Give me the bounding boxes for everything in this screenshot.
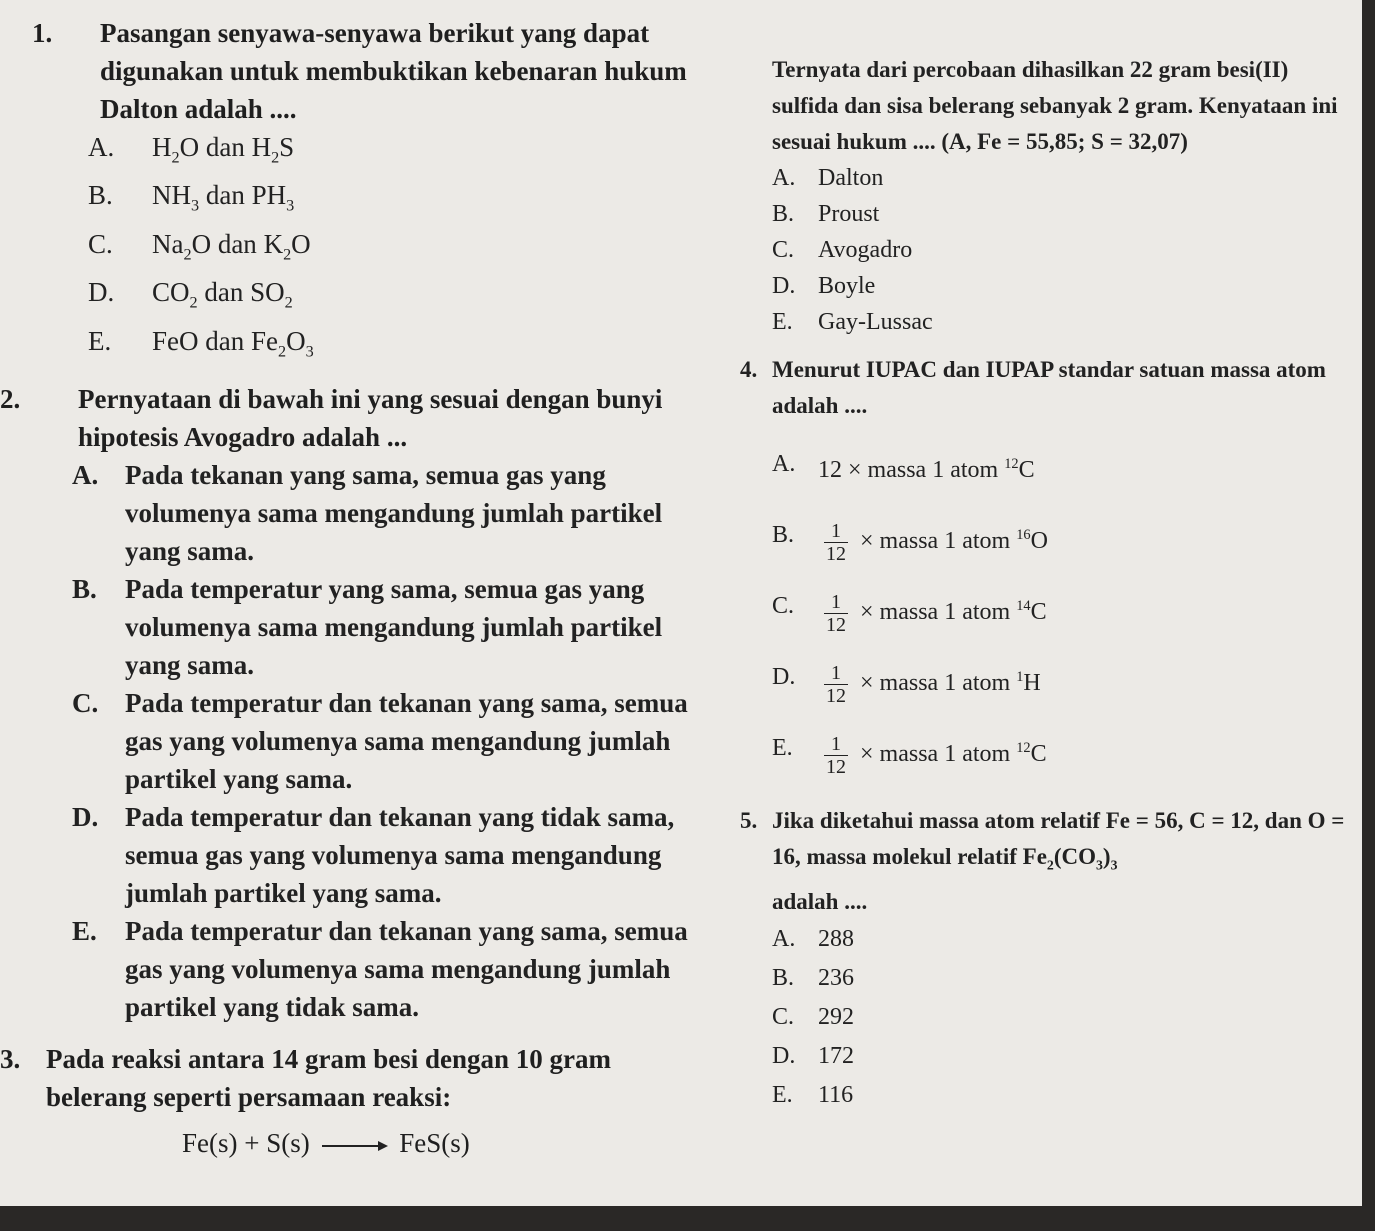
subscript: 3 (191, 196, 200, 215)
option-c[interactable] (768, 574, 1348, 645)
fraction-denominator: 12 (826, 542, 846, 565)
question-number: 5. (740, 808, 758, 833)
fraction (824, 520, 848, 565)
option-d[interactable] (768, 645, 1348, 716)
option-text: × massa 1 atom (848, 457, 999, 483)
option-c[interactable] (0, 225, 700, 273)
option-e[interactable] (768, 716, 1348, 787)
fraction-numerator: 1 (831, 590, 841, 613)
option-text: × massa 1 atom (860, 741, 1011, 767)
option-a[interactable] (768, 920, 1348, 959)
reaction-arrow-icon (322, 1145, 386, 1147)
question-3-options (768, 160, 1348, 340)
formula-a: CO (152, 277, 190, 308)
subscript: 2 (171, 148, 180, 167)
option-b[interactable] (0, 176, 700, 224)
option-text: Dalton (818, 165, 884, 191)
option-text: Pada temperatur dan tekanan yang sama, semua gas yang volumenya sama mengandung jumlah partikel yang tidak sama. (125, 915, 688, 1022)
option-d[interactable] (0, 273, 700, 321)
conjunction: dan (205, 132, 245, 162)
option-text: Avogadro (818, 237, 913, 263)
option-e[interactable] (768, 304, 1348, 340)
option-letter: E. (772, 309, 793, 335)
fraction-denominator: 12 (826, 613, 846, 636)
option-text: 172 (818, 1042, 854, 1069)
option-d[interactable] (768, 268, 1348, 304)
option-letter: E. (72, 915, 97, 946)
conjunction: dan (205, 325, 245, 356)
coefficient: 12 (818, 457, 842, 483)
formula-a: Na (152, 228, 184, 259)
question-tail: adalah .... (772, 888, 868, 914)
question-2-stem (0, 380, 700, 456)
equation-product: FeS(s) (399, 1127, 470, 1158)
fraction (824, 591, 848, 636)
formula-a: NH (152, 180, 191, 211)
question-3-stem (0, 1040, 700, 1116)
question-number: 4. (740, 357, 758, 382)
option-letter: D. (772, 1042, 796, 1069)
option-letter: B. (72, 573, 97, 604)
option-letter: B. (772, 201, 795, 227)
question-5 (740, 803, 1348, 920)
option-letter: B. (772, 522, 795, 548)
option-letter: D. (72, 801, 99, 832)
formula-b-tail: O (286, 325, 306, 356)
option-letter: E. (772, 1081, 793, 1108)
question-5-options (768, 920, 1348, 1115)
question-1 (0, 14, 700, 128)
element-symbol: H (1023, 670, 1041, 696)
option-letter: B. (88, 180, 113, 211)
formula-part: (CO (1053, 844, 1096, 869)
option-letter: D. (772, 273, 796, 299)
formula-b: K (263, 228, 284, 259)
conjunction: dan (217, 228, 257, 259)
option-letter: C. (772, 237, 795, 263)
option-text: Proust (818, 201, 880, 227)
option-letter: C. (88, 228, 113, 259)
option-b[interactable] (768, 196, 1348, 232)
conjunction: dan (205, 180, 245, 211)
reaction-equation (0, 1124, 700, 1162)
option-a[interactable] (768, 432, 1348, 503)
element-symbol: C (1030, 599, 1047, 625)
option-b[interactable] (768, 503, 1348, 574)
option-a[interactable] (768, 160, 1348, 196)
option-c[interactable] (768, 998, 1348, 1037)
subscript: 3 (1110, 857, 1118, 873)
option-text: × massa 1 atom (860, 670, 1011, 696)
option-letter: A. (772, 451, 796, 477)
question-number: 1. (32, 18, 53, 48)
equation-reactants: Fe(s) + S(s) (182, 1127, 310, 1158)
fraction-denominator: 12 (826, 755, 846, 778)
question-1-stem (0, 14, 700, 128)
option-b[interactable] (768, 959, 1348, 998)
subscript: 2 (1046, 857, 1054, 873)
option-letter: A. (72, 459, 99, 490)
option-text: Pada temperatur dan tekanan yang tidak sama, semua gas yang volumenya sama mengandung jumlah partikel yang sama. (125, 801, 675, 908)
question-3 (0, 1040, 700, 1162)
option-text: 236 (818, 964, 854, 991)
option-text: Pada tekanan yang sama, semua gas yang volumenya sama mengandung jumlah partikel yang sama. (125, 459, 663, 566)
formula-b: Fe (250, 325, 278, 356)
option-text: Pada temperatur yang sama, semua gas yang volumenya sama mengandung jumlah partikel yang sama. (125, 573, 663, 680)
option-d[interactable] (768, 1037, 1348, 1076)
formula-a-tail: O (179, 132, 200, 162)
formula-b: SO (250, 277, 285, 308)
mass-number: 14 (1016, 598, 1031, 614)
formula-b-tail: O (291, 228, 311, 259)
option-e[interactable] (768, 1076, 1348, 1115)
formula-b: PH (251, 180, 287, 211)
option-e[interactable] (0, 912, 700, 1026)
option-d[interactable] (0, 798, 700, 912)
formula-part: ) (1102, 844, 1111, 869)
subscript: 2 (277, 341, 287, 360)
question-2 (0, 380, 700, 456)
option-letter: C. (772, 1003, 795, 1030)
mass-number: 12 (1004, 456, 1019, 472)
question-text: Pada reaksi antara 14 gram besi dengan 10 gram belerang seperti persamaan reaksi: (46, 1043, 611, 1112)
option-letter: C. (72, 687, 99, 718)
subscript: 2 (183, 245, 192, 264)
option-text: 292 (818, 1003, 854, 1030)
option-letter: D. (88, 277, 115, 308)
mass-number: 1 (1016, 669, 1024, 685)
element-symbol: C (1030, 741, 1047, 767)
option-letter: E. (772, 735, 793, 761)
option-c[interactable] (768, 232, 1348, 268)
subscript: 2 (271, 148, 280, 167)
subscript: 3 (286, 196, 295, 215)
element-symbol: C (1018, 457, 1035, 483)
option-letter: B. (772, 964, 795, 991)
formula-b-tail: S (279, 132, 295, 162)
option-c[interactable] (0, 684, 700, 798)
subscript: 2 (189, 293, 198, 312)
option-letter: D. (772, 664, 796, 690)
option-text: Boyle (818, 273, 876, 299)
mass-number: 16 (1016, 527, 1031, 543)
option-text: × massa 1 atom (860, 599, 1011, 625)
fraction-denominator: 12 (826, 684, 846, 707)
option-text: 116 (818, 1081, 854, 1108)
question-4-options (768, 432, 1348, 787)
subscript: 3 (1095, 857, 1103, 873)
conjunction: dan (204, 277, 244, 308)
question-text: Pasangan senyawa-senyawa berikut yang dapat digunakan untuk membuktikan kebenaran hukum Dalton adalah .... (100, 18, 687, 124)
option-text: Gay-Lussac (818, 309, 933, 335)
option-e[interactable] (0, 322, 700, 370)
option-a[interactable] (0, 128, 700, 176)
formula-b: H (251, 132, 272, 162)
question-text: Pernyataan di bawah ini yang sesuai dengan bunyi hipotesis Avogadro adalah ... (78, 383, 663, 452)
question-text: Menurut IUPAC dan IUPAP standar satuan massa atom adalah .... (772, 357, 1326, 418)
subscript: 2 (284, 293, 293, 312)
formula-a: H (152, 132, 172, 162)
option-letter: E. (88, 325, 112, 356)
element-symbol: O (1030, 528, 1048, 554)
question-number: 3. (0, 1043, 21, 1074)
right-column (740, 14, 1348, 1115)
mass-number: 12 (1016, 740, 1031, 756)
fraction (824, 733, 848, 778)
formula-a-tail: O (191, 228, 212, 259)
question-text: Jika diketahui massa atom relatif Fe = 56, C = 12, dan O = 16, massa molekul relatif Fe (772, 808, 1345, 869)
option-a[interactable] (0, 456, 700, 570)
subscript: 2 (283, 245, 292, 264)
option-letter: C. (772, 593, 795, 619)
option-letter: A. (772, 925, 796, 952)
option-b[interactable] (0, 570, 700, 684)
left-column (0, 14, 700, 1162)
option-letter: A. (772, 165, 796, 191)
option-text: Pada temperatur dan tekanan yang sama, semua gas yang volumenya sama mengandung jumlah partikel yang sama. (125, 687, 688, 794)
question-1-options (0, 128, 700, 370)
fraction-numerator: 1 (831, 732, 841, 755)
fraction-numerator: 1 (831, 661, 841, 684)
option-text: × massa 1 atom (860, 528, 1011, 554)
fraction (824, 662, 848, 707)
question-4 (740, 352, 1348, 424)
question-3-continuation: Ternyata dari percobaan dihasilkan 22 gram besi(II) sulfida dan sisa belerang sebanyak 2 gram. Kenyataan ini sesuai hukum .... (A, Fe = 55,85; S = 32,07) (772, 57, 1338, 154)
option-text: 288 (818, 925, 854, 952)
option-letter: A. (88, 132, 115, 162)
question-number: 2. (0, 383, 21, 414)
fraction-numerator: 1 (831, 519, 841, 542)
question-2-options (0, 456, 700, 1026)
formula-a: FeO (152, 325, 199, 356)
subscript: 3 (305, 341, 314, 360)
